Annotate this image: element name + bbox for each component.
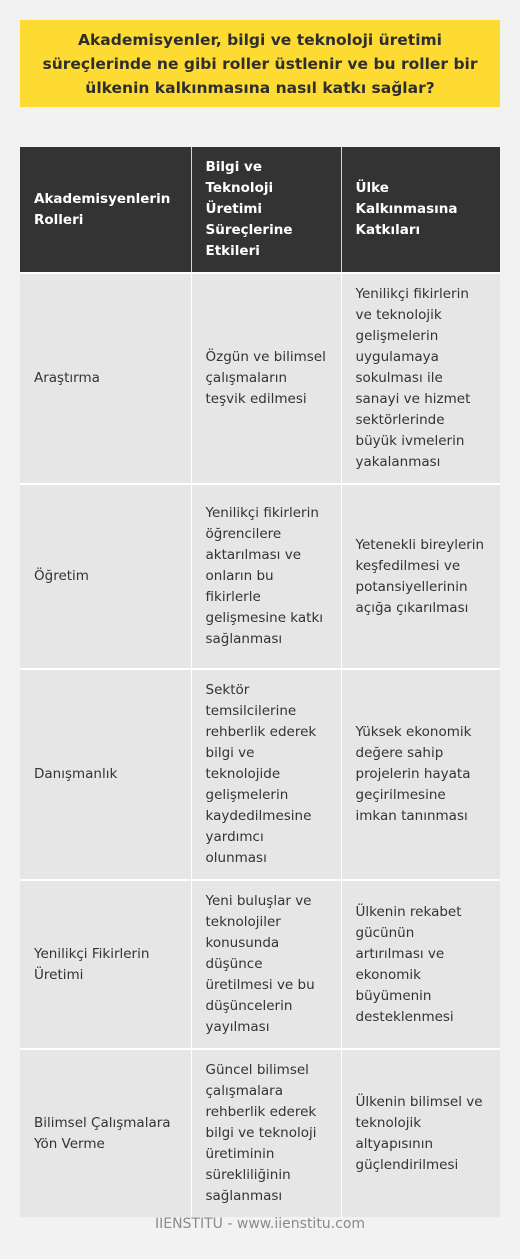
cell-effect: Sektör temsilcilerine rehberlik ederek bilgi ve teknolojide gelişmelerin kaydedilmesine yardımcı olunması <box>191 669 341 880</box>
footer-credit: IIENSTITU - www.iienstitu.com <box>154 1216 366 1232</box>
cell-role: Araştırma <box>20 273 191 484</box>
cell-role: Bilimsel Çalışmalara Yön Verme <box>20 1049 191 1217</box>
cell-contribution: Yüksek ekonomik değere sahip projelerin hayata geçirilmesine imkan tanınması <box>341 669 500 880</box>
table-row <box>20 273 500 484</box>
cell-effect: Yeni buluşlar ve teknolojiler konusunda düşünce üretilmesi ve bu düşüncelerin yayılması <box>191 880 341 1049</box>
table-row <box>20 880 500 1049</box>
cell-contribution: Yetenekli bireylerin keşfedilmesi ve potansiyellerinin açığa çıkarılması <box>341 484 500 669</box>
cell-contribution: Ülkenin rekabet gücünün artırılması ve ekonomik büyümenin desteklenmesi <box>341 880 500 1049</box>
cell-contribution: Ülkenin bilimsel ve teknolojik altyapısının güçlendirilmesi <box>341 1049 500 1217</box>
cell-contribution: Yenilikçi fikirlerin ve teknolojik gelişmelerin uygulamaya sokulması ile sanayi ve hizmet sektörlerinde büyük ivmelerin yakalanması <box>341 273 500 484</box>
roles-table <box>20 147 500 1217</box>
header-roles: Akademisyenlerin Rolleri <box>20 147 191 273</box>
header-contributions: Ülke Kalkınmasına Katkıları <box>341 147 500 273</box>
cell-role: Öğretim <box>20 484 191 669</box>
title-banner <box>20 20 500 107</box>
cell-effect: Yenilikçi fikirlerin öğrencilere aktarılması ve onların bu fikirlerle gelişmesine katkı sağlanması <box>191 484 341 669</box>
table-header-row <box>20 147 500 273</box>
cell-role: Danışmanlık <box>20 669 191 880</box>
cell-role: Yenilikçi Fikirlerin Üretimi <box>20 880 191 1049</box>
page-title: Akademisyenler, bilgi ve teknoloji üretimi süreçlerinde ne gibi roller üstlenir ve bu roller bir ülkenin kalkınmasına nasıl katkı sağlar? <box>42 30 478 97</box>
table-row <box>20 1049 500 1217</box>
table-row <box>20 484 500 669</box>
table-row <box>20 669 500 880</box>
cell-effect: Güncel bilimsel çalışmalara rehberlik ederek bilgi ve teknoloji üretiminin sürekliliğinin sağlanması <box>191 1049 341 1217</box>
cell-effect: Özgün ve bilimsel çalışmaların teşvik edilmesi <box>191 273 341 484</box>
header-effects: Bilgi ve Teknoloji Üretimi Süreçlerine Etkileri <box>191 147 341 273</box>
